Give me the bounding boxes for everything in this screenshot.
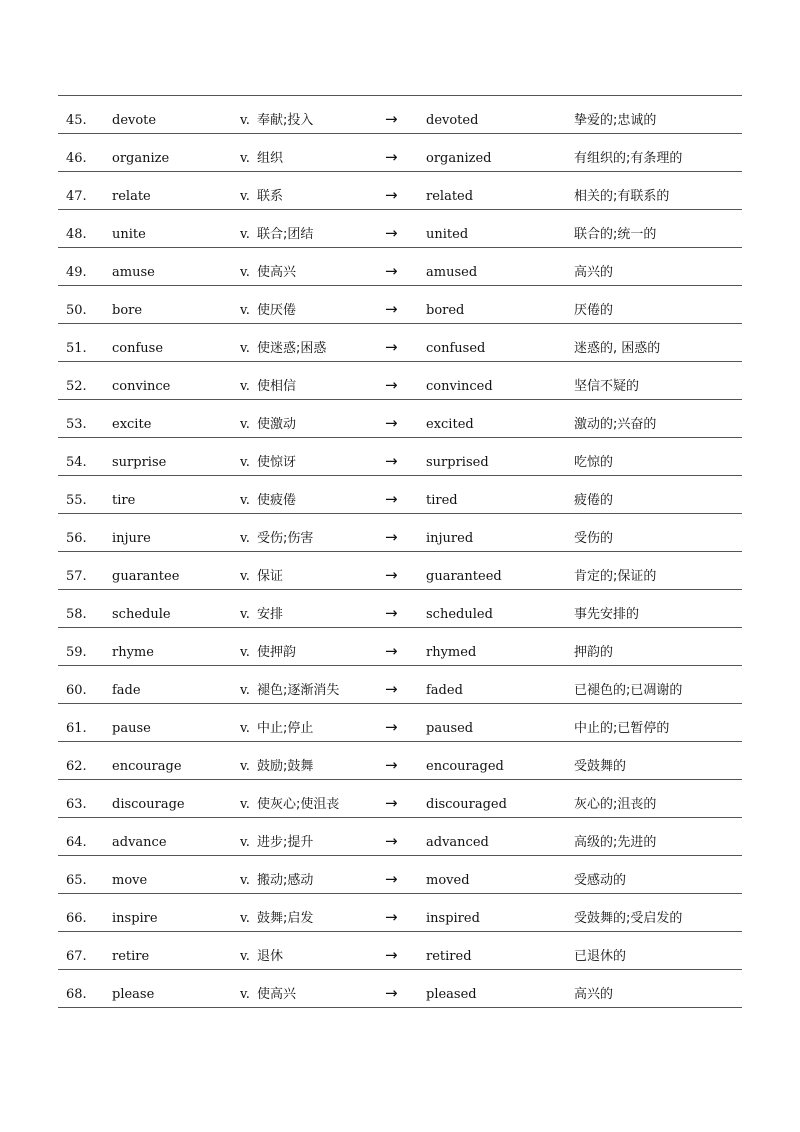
adjective-meaning: 灰心的;沮丧的 — [574, 797, 657, 812]
row-number: 47. — [66, 189, 87, 204]
adjective-meaning: 受鼓舞的;受启发的 — [574, 911, 683, 926]
adjective-word: advanced — [426, 835, 489, 850]
verb-meaning: 保证 — [257, 569, 284, 584]
verb-word: surprise — [112, 455, 167, 470]
verb-word: bore — [112, 303, 143, 318]
arrow-icon: → — [385, 110, 398, 128]
adjective-word: retired — [426, 949, 472, 964]
verb-word: please — [112, 987, 155, 1002]
part-of-speech: v. — [240, 303, 250, 318]
verb-meaning: 搬动;感动 — [257, 873, 314, 888]
verb-meaning: 使押韵 — [257, 645, 297, 660]
part-of-speech: v. — [240, 379, 250, 394]
arrow-icon: → — [385, 642, 398, 660]
row-number: 67. — [66, 949, 87, 964]
verb-word: guarantee — [112, 569, 180, 584]
adjective-word: convinced — [426, 379, 493, 394]
verb-meaning: 使激动 — [257, 417, 297, 432]
table-row — [58, 818, 742, 856]
table-row — [58, 96, 742, 134]
adjective-meaning: 高级的;先进的 — [574, 835, 657, 850]
verb-meaning: 联系 — [257, 189, 284, 204]
verb-meaning: 奉献;投入 — [257, 113, 314, 128]
table-row — [58, 400, 742, 438]
table-row — [58, 134, 742, 172]
row-number: 61. — [66, 721, 87, 736]
adjective-meaning: 挚爱的;忠诚的 — [574, 113, 657, 128]
adjective-word: related — [426, 189, 474, 204]
verb-meaning: 鼓励;鼓舞 — [257, 759, 314, 774]
verb-word: relate — [112, 189, 151, 204]
verb-word: move — [112, 873, 148, 888]
table-row — [58, 932, 742, 970]
row-number: 50. — [66, 303, 87, 318]
part-of-speech: v. — [240, 683, 250, 698]
table-row — [58, 704, 742, 742]
part-of-speech: v. — [240, 835, 250, 850]
adjective-meaning: 联合的;统一的 — [574, 227, 657, 242]
adjective-word: amused — [426, 265, 478, 280]
adjective-word: pleased — [426, 987, 477, 1002]
verb-word: unite — [112, 227, 146, 242]
arrow-icon: → — [385, 718, 398, 736]
arrow-icon: → — [385, 604, 398, 622]
adjective-meaning: 激动的;兴奋的 — [574, 417, 657, 432]
adjective-meaning: 厌倦的 — [574, 303, 614, 318]
row-number: 63. — [66, 797, 87, 812]
arrow-icon: → — [385, 984, 398, 1002]
part-of-speech: v. — [240, 531, 250, 546]
arrow-icon: → — [385, 186, 398, 204]
adjective-meaning: 迷惑的, 困惑的 — [574, 341, 661, 356]
adjective-meaning: 肯定的;保证的 — [574, 569, 657, 584]
verb-word: confuse — [112, 341, 164, 356]
adjective-meaning: 中止的;已暂停的 — [574, 721, 670, 736]
part-of-speech: v. — [240, 227, 250, 242]
adjective-word: bored — [426, 303, 465, 318]
adjective-meaning: 受感动的 — [574, 873, 627, 888]
arrow-icon: → — [385, 794, 398, 812]
row-number: 57. — [66, 569, 87, 584]
arrow-icon: → — [385, 908, 398, 926]
row-number: 53. — [66, 417, 87, 432]
adjective-word: discouraged — [426, 797, 507, 812]
adjective-meaning: 受伤的 — [574, 531, 614, 546]
table-row — [58, 438, 742, 476]
table-row — [58, 362, 742, 400]
verb-word: encourage — [112, 759, 182, 774]
verb-word: schedule — [112, 607, 171, 622]
arrow-icon: → — [385, 566, 398, 584]
table-row — [58, 628, 742, 666]
adjective-word: moved — [426, 873, 470, 888]
adjective-word: excited — [426, 417, 474, 432]
arrow-icon: → — [385, 946, 398, 964]
verb-meaning: 组织 — [257, 151, 284, 166]
part-of-speech: v. — [240, 455, 250, 470]
verb-meaning: 退休 — [257, 949, 284, 964]
adjective-word: united — [426, 227, 469, 242]
part-of-speech: v. — [240, 721, 250, 736]
verb-meaning: 受伤;伤害 — [257, 531, 314, 546]
adjective-meaning: 坚信不疑的 — [574, 379, 640, 394]
adjective-meaning: 押韵的 — [574, 645, 614, 660]
part-of-speech: v. — [240, 873, 250, 888]
adjective-word: encouraged — [426, 759, 504, 774]
table-row — [58, 248, 742, 286]
row-number: 62. — [66, 759, 87, 774]
part-of-speech: v. — [240, 417, 250, 432]
adjective-meaning: 受鼓舞的 — [574, 759, 627, 774]
vocabulary-table — [58, 95, 742, 1008]
arrow-icon: → — [385, 224, 398, 242]
table-row — [58, 894, 742, 932]
verb-meaning: 安排 — [257, 607, 284, 622]
verb-meaning: 使迷惑;困惑 — [257, 341, 327, 356]
verb-word: advance — [112, 835, 167, 850]
arrow-icon: → — [385, 680, 398, 698]
arrow-icon: → — [385, 452, 398, 470]
part-of-speech: v. — [240, 949, 250, 964]
adjective-word: organized — [426, 151, 492, 166]
arrow-icon: → — [385, 528, 398, 546]
adjective-meaning: 已退休的 — [574, 949, 627, 964]
verb-word: rhyme — [112, 645, 154, 660]
table-row — [58, 666, 742, 704]
table-row — [58, 172, 742, 210]
verb-meaning: 使高兴 — [257, 265, 297, 280]
row-number: 46. — [66, 151, 87, 166]
table-row — [58, 476, 742, 514]
table-row — [58, 742, 742, 780]
part-of-speech: v. — [240, 265, 250, 280]
row-number: 56. — [66, 531, 87, 546]
row-number: 66. — [66, 911, 87, 926]
table-row — [58, 856, 742, 894]
arrow-icon: → — [385, 262, 398, 280]
arrow-icon: → — [385, 300, 398, 318]
verb-word: pause — [112, 721, 151, 736]
verb-meaning: 使厌倦 — [257, 303, 297, 318]
table-row — [58, 970, 742, 1008]
part-of-speech: v. — [240, 493, 250, 508]
adjective-word: rhymed — [426, 645, 477, 660]
adjective-meaning: 疲倦的 — [574, 493, 614, 508]
adjective-word: paused — [426, 721, 474, 736]
arrow-icon: → — [385, 832, 398, 850]
verb-meaning: 使相信 — [257, 379, 297, 394]
arrow-icon: → — [385, 148, 398, 166]
verb-word: fade — [112, 683, 141, 698]
adjective-meaning: 相关的;有联系的 — [574, 189, 670, 204]
adjective-meaning: 高兴的 — [574, 987, 614, 1002]
row-number: 60. — [66, 683, 87, 698]
adjective-word: tired — [426, 493, 458, 508]
verb-word: inspire — [112, 911, 158, 926]
verb-word: convince — [112, 379, 171, 394]
part-of-speech: v. — [240, 569, 250, 584]
part-of-speech: v. — [240, 645, 250, 660]
adjective-word: surprised — [426, 455, 489, 470]
part-of-speech: v. — [240, 151, 250, 166]
row-number: 48. — [66, 227, 87, 242]
verb-word: injure — [112, 531, 151, 546]
adjective-meaning: 有组织的;有条理的 — [574, 151, 683, 166]
arrow-icon: → — [385, 338, 398, 356]
table-row — [58, 286, 742, 324]
row-number: 51. — [66, 341, 87, 356]
row-number: 64. — [66, 835, 87, 850]
verb-word: excite — [112, 417, 152, 432]
row-number: 65. — [66, 873, 87, 888]
verb-meaning: 中止;停止 — [257, 721, 314, 736]
part-of-speech: v. — [240, 607, 250, 622]
verb-word: amuse — [112, 265, 155, 280]
row-number: 58. — [66, 607, 87, 622]
verb-meaning: 进步;提升 — [257, 835, 314, 850]
verb-meaning: 褪色;逐渐消失 — [257, 683, 340, 698]
verb-meaning: 使高兴 — [257, 987, 297, 1002]
verb-word: tire — [112, 493, 136, 508]
adjective-word: confused — [426, 341, 486, 356]
row-number: 55. — [66, 493, 87, 508]
table-row — [58, 324, 742, 362]
verb-word: discourage — [112, 797, 185, 812]
row-number: 49. — [66, 265, 87, 280]
row-number: 52. — [66, 379, 87, 394]
table-row — [58, 210, 742, 248]
verb-word: devote — [112, 113, 157, 128]
verb-meaning: 使灰心;使沮丧 — [257, 797, 340, 812]
table-row — [58, 514, 742, 552]
adjective-word: inspired — [426, 911, 480, 926]
part-of-speech: v. — [240, 759, 250, 774]
table-row — [58, 780, 742, 818]
part-of-speech: v. — [240, 113, 250, 128]
adjective-word: faded — [426, 683, 463, 698]
row-number: 68. — [66, 987, 87, 1002]
verb-meaning: 使疲倦 — [257, 493, 297, 508]
verb-word: organize — [112, 151, 170, 166]
adjective-meaning: 已褪色的;已凋谢的 — [574, 683, 683, 698]
verb-meaning: 使惊讶 — [257, 455, 297, 470]
adjective-word: scheduled — [426, 607, 493, 622]
table-row — [58, 552, 742, 590]
part-of-speech: v. — [240, 911, 250, 926]
verb-meaning: 鼓舞;启发 — [257, 911, 314, 926]
adjective-word: guaranteed — [426, 569, 502, 584]
arrow-icon: → — [385, 490, 398, 508]
row-number: 59. — [66, 645, 87, 660]
adjective-word: devoted — [426, 113, 479, 128]
adjective-meaning: 吃惊的 — [574, 455, 614, 470]
part-of-speech: v. — [240, 189, 250, 204]
part-of-speech: v. — [240, 987, 250, 1002]
adjective-meaning: 高兴的 — [574, 265, 614, 280]
row-number: 45. — [66, 113, 87, 128]
adjective-meaning: 事先安排的 — [574, 607, 640, 622]
table-row — [58, 590, 742, 628]
arrow-icon: → — [385, 376, 398, 394]
verb-meaning: 联合;团结 — [257, 227, 314, 242]
row-number: 54. — [66, 455, 87, 470]
part-of-speech: v. — [240, 797, 250, 812]
verb-word: retire — [112, 949, 150, 964]
adjective-word: injured — [426, 531, 474, 546]
arrow-icon: → — [385, 414, 398, 432]
part-of-speech: v. — [240, 341, 250, 356]
arrow-icon: → — [385, 870, 398, 888]
arrow-icon: → — [385, 756, 398, 774]
